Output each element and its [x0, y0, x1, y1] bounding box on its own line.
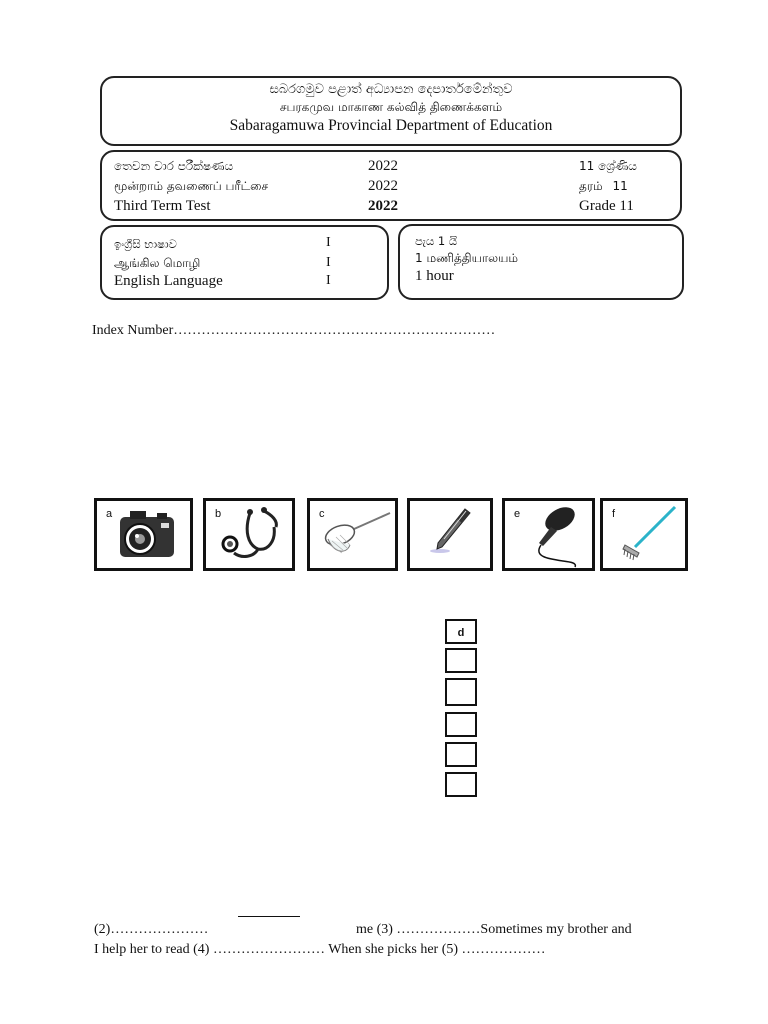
answer-box[interactable] [445, 678, 477, 706]
header-sinhala: සබරගමුව පළාත් අධ්‍යාපන දෙපාර්තමේන්තුව [269, 82, 513, 97]
duration-tamil: 1 மணித்தியாலயம் [415, 251, 519, 265]
exam-info-box [100, 150, 682, 221]
duration-box [398, 224, 684, 300]
header-english: Sabaragamuwa Provincial Department of Education [229, 117, 553, 134]
exam-grade-sinhala: 11 ශ්‍රේණිය [579, 159, 637, 173]
passage-line2: I help her to read (4) …………………… When she picks her (5) ……………… [94, 942, 546, 957]
answer-box[interactable] [445, 742, 477, 767]
picture-letter: c [319, 508, 325, 520]
picture-letter: e [514, 508, 521, 520]
exam-year-english: 2022 [368, 198, 398, 214]
subject-sinhala: ඉංග්‍රීසි භාෂාව [114, 237, 177, 251]
answer-box[interactable] [445, 772, 477, 797]
stethoscope-icon [206, 501, 292, 568]
duration-sinhala: පැය 1 යි [415, 234, 458, 248]
index-number [92, 323, 495, 339]
exam-name-english: Third Term Test [114, 198, 211, 214]
pen-icon [410, 501, 490, 568]
header-tamil: சபரகமுவ மாகாண கல்வித் திணைக்களம் [279, 100, 503, 114]
answer-box[interactable] [445, 712, 477, 737]
exam-year-tamil: 2022 [368, 178, 398, 194]
exam-name-sinhala: තෙවන වාර පරීක්ෂණය [114, 159, 234, 173]
picture-a [94, 498, 193, 571]
picture-d [407, 498, 493, 571]
picture-c [307, 498, 398, 571]
subject-tamil: ஆங்கில மொழி [114, 256, 201, 270]
microphone-icon [505, 501, 592, 568]
picture-b [203, 498, 295, 571]
exam-grade-english: Grade 11 [579, 198, 634, 214]
header-box [100, 76, 682, 146]
picture-letter: f [612, 508, 616, 520]
rake-icon [603, 501, 685, 568]
underline-divider [238, 916, 300, 917]
paper-tamil: I [326, 255, 331, 270]
camera-icon [97, 501, 190, 568]
answer-box-value: d [457, 627, 465, 639]
answer-box[interactable] [445, 648, 477, 673]
picture-f [600, 498, 688, 571]
duration-english: 1 hour [415, 268, 454, 284]
exam-year-sinhala: 2022 [368, 158, 398, 174]
passage-line1-part1: (2)………………… [94, 922, 209, 937]
index-number-label: Index Number [92, 323, 174, 338]
subject-box [100, 225, 389, 300]
passage-line1-part2: me (3) ………………Sometimes my brother and [356, 922, 632, 937]
index-number-field[interactable]: …………………………………………………………… [173, 323, 496, 338]
answer-box[interactable] [445, 619, 477, 644]
exam-name-tamil: மூன்றாம் தவணைப் பரீட்சை [114, 179, 269, 193]
butterfly-net-icon [310, 501, 395, 568]
picture-letter: b [215, 508, 222, 520]
paper-sinhala: I [326, 235, 331, 250]
exam-grade-tamil: தரம் 11 [579, 179, 628, 193]
paper-english: I [326, 273, 331, 288]
subject-english: English Language [114, 273, 223, 289]
picture-e [502, 498, 595, 571]
picture-letter: a [106, 508, 113, 520]
